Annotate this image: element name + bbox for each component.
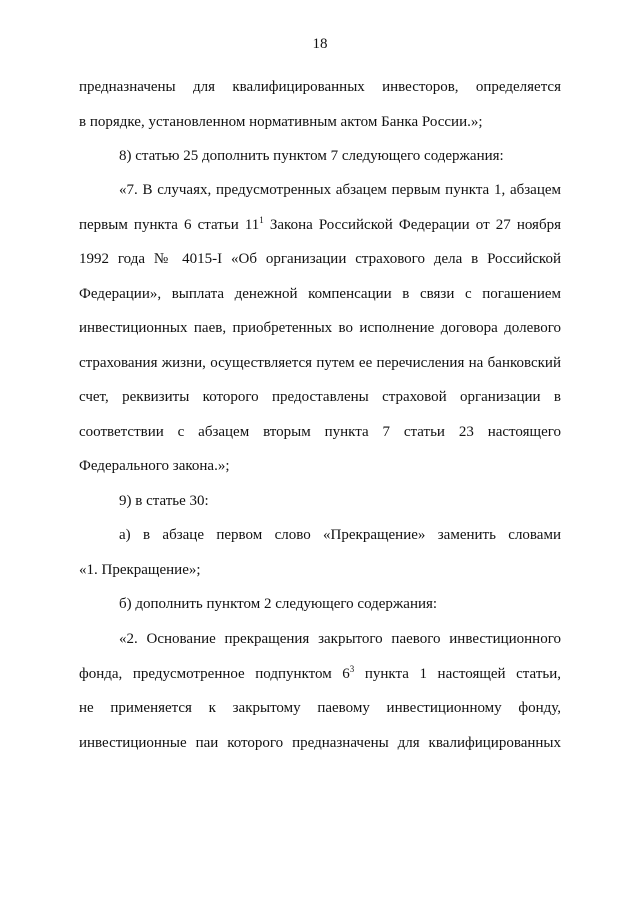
text-line: инвестиционных паев, приобретенных во исполнение договора долевого — [79, 320, 561, 336]
text-line: Федерации», выплата денежной компенсации в связи с погашением — [79, 285, 561, 302]
superscript: 1 — [259, 214, 264, 225]
text-line: соответствии с абзацем вторым пункта 7 статьи 23 настоящего — [79, 423, 561, 440]
text-line: Федерального закона.»; — [79, 458, 230, 474]
paragraph-quote-7 — [79, 173, 561, 484]
text-fragment: пункта 1 настоящей статьи, — [354, 665, 561, 682]
text-line — [79, 208, 561, 243]
text-line: инвестиционные паи которого предназначены для квалифицированных — [79, 734, 561, 751]
text-line — [79, 657, 561, 692]
page-number: 18 — [312, 36, 328, 52]
text-line: а) в абзаце первом слово «Прекращение» заменить словами — [119, 527, 561, 543]
text-line: не применяется к закрытому паевому инвестиционному фонду, — [79, 700, 561, 716]
paragraph-quote-2 — [79, 622, 561, 760]
paragraph-item-8 — [79, 139, 561, 174]
paragraph-subitem-b — [79, 587, 561, 622]
text-fragment: первым пункта 6 статьи 11 — [79, 216, 260, 233]
text-fragment: фонда, предусмотренное подпунктом 6 — [79, 665, 350, 682]
text-line: в порядке, установленном нормативным актом Банка России.»; — [79, 113, 483, 130]
text-line: страхования жизни, осуществляется путем ее перечисления на банковский — [79, 354, 561, 371]
text-line: 9) в статье 30: — [119, 493, 209, 509]
text-line: счет, реквизиты которого предоставлены страховой организации в — [79, 389, 561, 405]
text-line: предназначены для квалифицированных инвесторов, определяется — [79, 79, 561, 95]
text-line: «7. В случаях, предусмотренных абзацем первым пункта 1, абзацем — [119, 182, 561, 198]
paragraph-item-9 — [79, 484, 561, 519]
paragraph-continuation — [79, 70, 561, 139]
text-line: б) дополнить пунктом 2 следующего содержания: — [119, 596, 438, 612]
text-line: 1992 года № 4015-I «Об организации страхового дела в Российской — [79, 251, 561, 267]
paragraph-subitem-a — [79, 518, 561, 587]
text-fragment: Закона Российской Федерации от 27 ноября — [263, 216, 561, 233]
superscript: 3 — [349, 663, 355, 674]
text-line: «2. Основание прекращения закрытого паевого инвестиционного — [119, 631, 561, 647]
text-line: 8) статью 25 дополнить пунктом 7 следующего содержания: — [119, 148, 504, 164]
text-line: «1. Прекращение»; — [79, 561, 201, 578]
